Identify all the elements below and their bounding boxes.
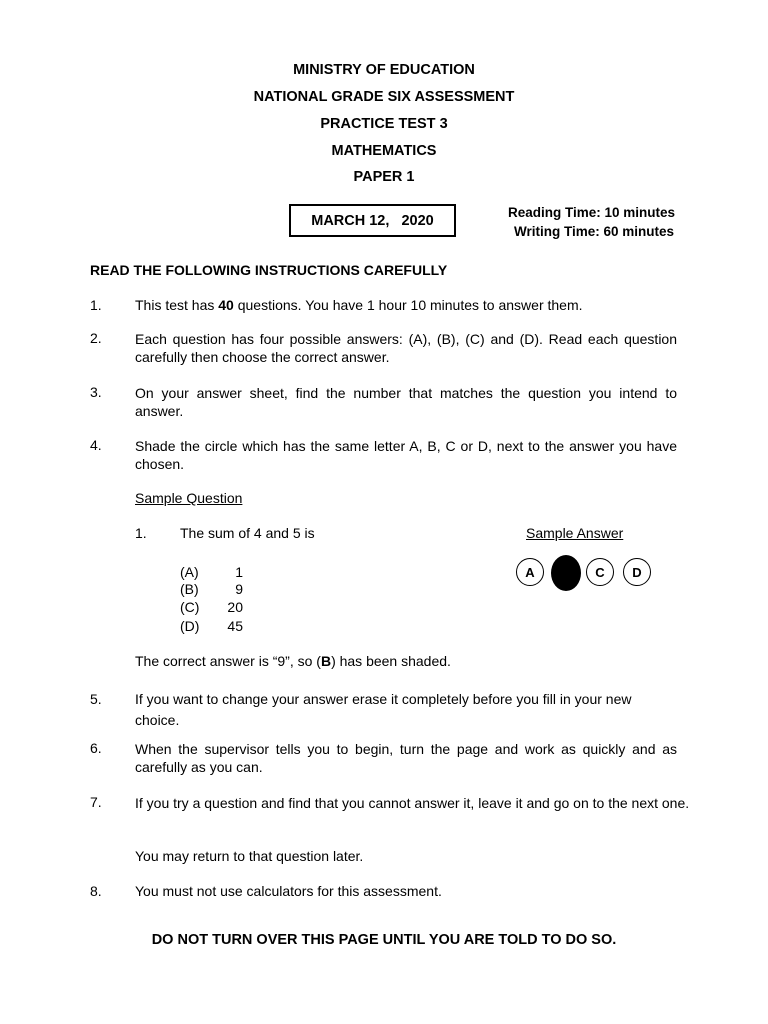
option-label-d: (D) [180,618,200,634]
answer-bubble-a[interactable] [516,558,544,586]
sample-question-heading: Sample Question [135,490,243,506]
instruction-item-6: When the supervisor tells you to begin, turn the page and work as quickly and as carefully as you can. [135,741,677,775]
instruction-item-5-line2: choice. [135,712,180,728]
item-number: 8. [90,883,102,899]
paper-title: PAPER 1 [353,169,415,185]
instruction-item-1 [135,297,583,313]
writing-time: Writing Time: 60 minutes [513,224,674,239]
instruction-item-7-extra: You may return to that question later. [135,848,364,864]
item-number: 1. [90,297,102,313]
correct-answer-note [135,653,451,669]
item-number: 7. [90,794,102,810]
answer-bubble-d[interactable] [623,558,651,586]
correct-post: ) has been shaded. [331,653,451,669]
option-label-a: (A) [180,564,199,580]
option-value-a: 1 [235,564,243,580]
item-number: 5. [90,691,102,707]
sample-question-number: 1. [135,525,147,541]
item-1-post: questions. You have 1 hour 10 minutes to answer them. [233,297,583,313]
instruction-item-2: Each question has four possible answers: (A), (B), (C) and (D). Read each question carefully then choose the correct answer. [135,331,677,365]
practice-test-title: PRACTICE TEST 3 [320,116,448,132]
answer-bubble-c[interactable] [586,558,614,586]
instruction-item-3: On your answer sheet, find the number that matches the question you intend to answer. [135,385,677,419]
item-number: 4. [90,437,102,453]
ministry-title: MINISTRY OF EDUCATION [293,62,475,78]
correct-pre: The correct answer is “9”, so ( [135,653,321,669]
footer-warning: DO NOT TURN OVER THIS PAGE UNTIL YOU ARE TOLD TO DO SO. [151,932,617,948]
bubble-letter-c: C [595,564,605,580]
bubble-letter-d: D [632,564,642,580]
date-box [289,204,456,237]
instruction-item-7: If you try a question and find that you cannot answer it, leave it and go on to the next one. [135,795,690,811]
item-number: 6. [90,740,102,756]
option-value-d: 45 [227,618,243,634]
instruction-item-4: Shade the circle which has the same letter A, B, C or D, next to the answer you have chosen. [135,438,677,472]
instructions-heading: READ THE FOLLOWING INSTRUCTIONS CAREFULLY [90,262,448,278]
exam-date: MARCH 12, 2020 [311,212,434,229]
item-1-pre: This test has [135,297,219,313]
instruction-item-8: You must not use calculators for this assessment. [135,883,442,899]
question-count: 40 [218,297,234,313]
assessment-title: NATIONAL GRADE SIX ASSESSMENT [253,89,515,105]
option-value-b: 9 [235,581,243,597]
option-value-c: 20 [227,599,243,615]
reading-time: Reading Time: 10 minutes [507,205,675,220]
sample-question-text: The sum of 4 and 5 is [180,525,315,541]
answer-bubble-b-shaded[interactable] [551,555,581,591]
option-label-c: (C) [180,599,200,615]
sample-answer-heading: Sample Answer [526,525,624,541]
subject-title: MATHEMATICS [331,143,437,159]
correct-letter: B [320,653,332,669]
item-number: 3. [90,384,102,400]
instruction-item-5-line1: If you want to change your answer erase it completely before you fill in your new [135,691,632,707]
bubble-letter-a: A [525,564,535,580]
item-number: 2. [90,330,102,346]
option-label-b: (B) [180,581,199,597]
